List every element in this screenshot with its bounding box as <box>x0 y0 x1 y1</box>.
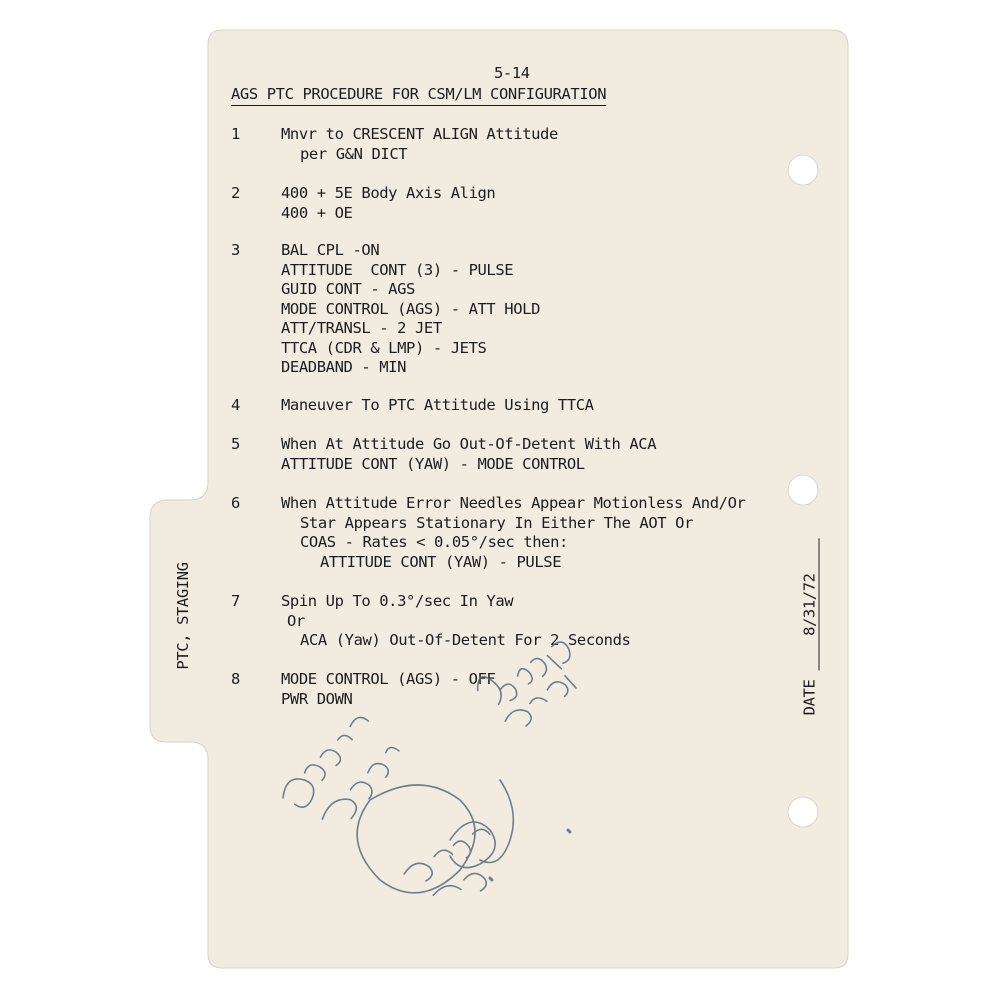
step-number: 4 <box>231 396 241 414</box>
step-line: Spin Up To 0.3°/sec In Yaw <box>281 592 514 610</box>
handwritten-signatures <box>250 600 670 920</box>
step-line: Or <box>287 611 305 630</box>
tab-label: PTC, STAGING <box>174 562 192 670</box>
step-line: ACA (Yaw) Out-Of-Detent For 2 Seconds <box>300 631 631 649</box>
date-value: 8/31/72 <box>801 539 820 671</box>
step-2-text <box>281 184 495 223</box>
step-line: COAS - Rates < 0.05°/sec then: <box>300 533 568 551</box>
date-label: DATE <box>800 679 819 716</box>
page-number: 5-14 <box>494 64 530 82</box>
binder-hole-middle <box>788 475 818 505</box>
step-line: DEADBAND - MIN <box>281 358 407 376</box>
step-number: 1 <box>231 125 241 143</box>
binder-hole-top <box>788 155 818 185</box>
step-line: BAL CPL -ON <box>281 241 380 259</box>
step-line: Star Appears Stationary In Either The AOT Or <box>300 513 693 532</box>
step-number: 5 <box>231 435 241 453</box>
step-6-text <box>281 494 745 572</box>
step-number: 8 <box>231 670 241 688</box>
step-number: 3 <box>231 241 241 259</box>
procedure-title: AGS PTC PROCEDURE FOR CSM/LM CONFIGURATION <box>231 85 606 106</box>
step-line: GUID CONT - AGS <box>281 280 415 298</box>
step-line: ATTITUDE CONT (3) - PULSE <box>281 260 514 279</box>
step-line: MODE CONTROL (AGS) - OFF <box>281 670 496 688</box>
step-number: 6 <box>231 494 241 512</box>
step-number: 7 <box>231 592 241 610</box>
step-line: ATTITUDE CONT (YAW) - PULSE <box>320 552 562 571</box>
binder-hole-bottom <box>788 797 818 827</box>
step-line: 400 + 5E Body Axis Align <box>281 184 496 202</box>
step-line: TTCA (CDR & LMP) - JETS <box>281 338 487 357</box>
step-1-text <box>281 125 558 164</box>
step-line: MODE CONTROL (AGS) - ATT HOLD <box>281 299 541 318</box>
step-3-text <box>281 241 540 378</box>
step-line: PWR DOWN <box>281 689 353 708</box>
step-line: ATT/TRANSL - 2 JET <box>281 319 442 337</box>
step-4-text <box>281 396 594 416</box>
step-line: 400 + OE <box>281 203 353 222</box>
step-line: Mnvr to CRESCENT ALIGN Attitude <box>281 125 558 143</box>
step-line: ATTITUDE CONT (YAW) - MODE CONTROL <box>281 454 585 473</box>
step-line: per G&N DICT <box>300 144 408 163</box>
step-number: 2 <box>231 184 241 202</box>
step-line: Maneuver To PTC Attitude Using TTCA <box>281 396 594 414</box>
step-line: When At Attitude Go Out-Of-Detent With ACA <box>281 435 657 453</box>
step-5-text <box>281 435 656 474</box>
date-block <box>801 539 820 716</box>
step-line: When Attitude Error Needles Appear Motionless And/Or <box>281 494 746 512</box>
